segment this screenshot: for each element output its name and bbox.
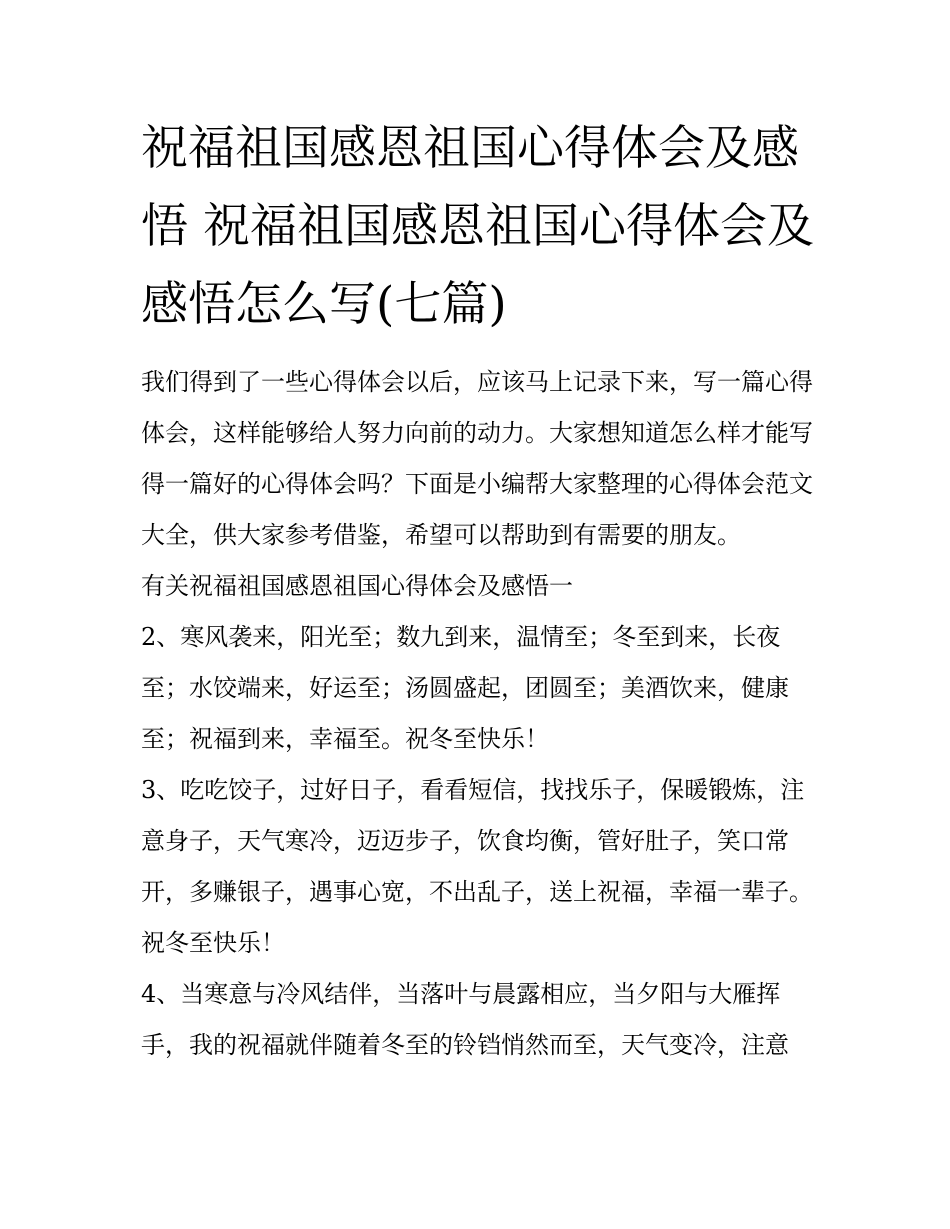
paragraph-item-2: 2、寒风袭来，阳光至；数九到来，温情至；冬至到来，长夜至；水饺端来，好运至；汤圆盛起，团圆至；美酒饮来，健康至；祝福到来，幸福至。祝冬至快乐！ [141, 623, 789, 753]
document-body [141, 357, 821, 1071]
paragraph-item-4: 4、当寒意与冷风结伴，当落叶与晨露相应，当夕阳与大雁挥手，我的祝福就伴随着冬至的铃铛悄然而至，天气变冷，注意 [141, 980, 789, 1059]
document-title: 祝福祖国感恩祖国心得体会及感悟 祝福祖国感恩祖国心得体会及感悟怎么写(七篇) [141, 121, 814, 332]
section-heading: 有关祝福祖国感恩祖国心得体会及感悟一 [141, 572, 573, 600]
paragraph-item-3: 3、吃吃饺子，过好日子，看看短信，找找乐子，保暖锻炼，注意身子，天气寒冷，迈迈步子，饮食均衡，管好肚子，笑口常开，多赚银子，遇事心宽，不出乱子，送上祝福，幸福一辈子。祝冬至快乐！ [141, 776, 813, 957]
intro-paragraph: 我们得到了一些心得体会以后，应该马上记录下来，写一篇心得体会，这样能够给人努力向前的动力。大家想知道怎么样才能写得一篇好的心得体会吗？下面是小编帮大家整理的心得体会范文大全，供大家参考借鉴，希望可以帮助到有需要的朋友。 [141, 368, 813, 549]
